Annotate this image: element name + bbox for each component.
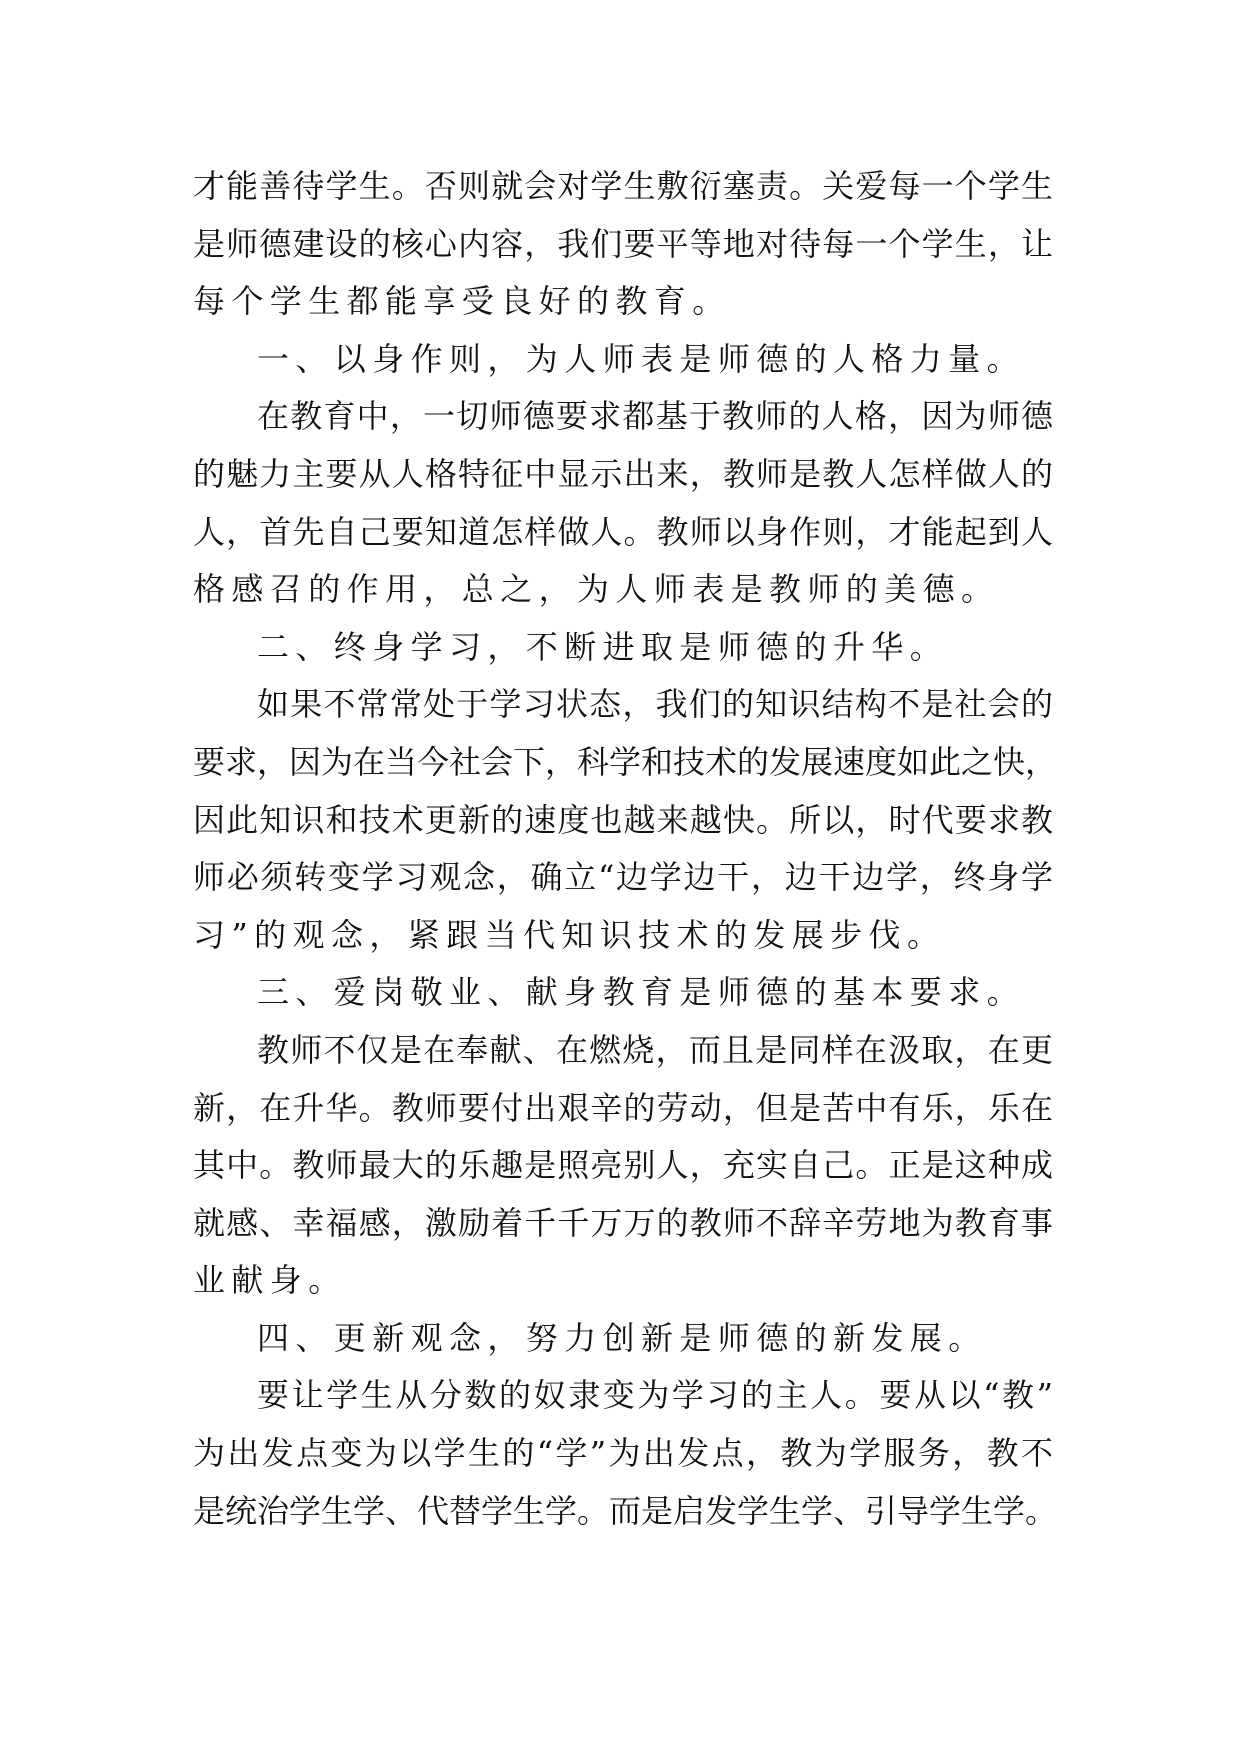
text-line: 人，首先自己要知道怎样做人。教师以身作则，才能起到人 [193,512,1053,551]
text-line: 要让学生从分数的奴隶变为学习的主人。要从以“教” [257,1376,1053,1415]
text-line: 格感召的作用，总之，为人师表是教师的美德。 [193,570,1000,609]
text-line: 因此知识和技术更新的速度也越来越快。所以，时代要求教 [193,800,1053,839]
document-body [193,158,1058,1540]
text-line: 要求，因为在当今社会下，科学和技术的发展速度如此之快， [193,742,1058,781]
text-line: 新，在升华。教师要付出艰辛的劳动，但是苦中有乐，乐在 [193,1088,1053,1127]
text-line: 是统治学生学、代替学生学。而是启发学生学、引导学生学。 [193,1491,1058,1530]
text-line: 的魅力主要从人格特征中显示出来，教师是教人怎样做人的 [193,454,1053,493]
text-line: 每个学生都能享受良好的教育。 [193,282,731,321]
text-line: 三、爱岗敬业、献身教育是师德的基本要求。 [257,973,1026,1012]
text-line: 就感、幸福感，激励着千千万万的教师不辞辛劳地为教育事 [193,1203,1053,1242]
text-line: 是师德建设的核心内容，我们要平等地对待每一个学生，让 [193,224,1053,263]
text-line: 其中。教师最大的乐趣是照亮别人，充实自己。正是这种成 [193,1146,1053,1185]
text-line: 师必须转变学习观念，确立“边学边干，边干边学，终身学 [193,858,1053,897]
text-line: 在教育中，一切师德要求都基于教师的人格，因为师德 [257,397,1053,436]
text-line: 四、更新观念，努力创新是师德的新发展。 [257,1318,987,1357]
text-line: 如果不常常处于学习状态，我们的知识结构不是社会的 [257,685,1053,724]
text-line: 才能善待学生。否则就会对学生敷衍塞责。关爱每一个学生 [193,167,1053,205]
text-line: 教师不仅是在奉献、在燃烧，而且是同样在汲取，在更 [257,1030,1053,1069]
text-line: 为出发点变为以学生的“学”为出发点，教为学服务，教不 [193,1434,1053,1473]
text-line: 习”的观念，紧跟当代知识技术的发展步伐。 [193,915,946,954]
text-line: 业献身。 [193,1261,347,1300]
text-line: 一、以身作则，为人师表是师德的人格力量。 [257,339,1026,378]
text-line: 二、终身学习，不断进取是师德的升华。 [257,627,949,666]
